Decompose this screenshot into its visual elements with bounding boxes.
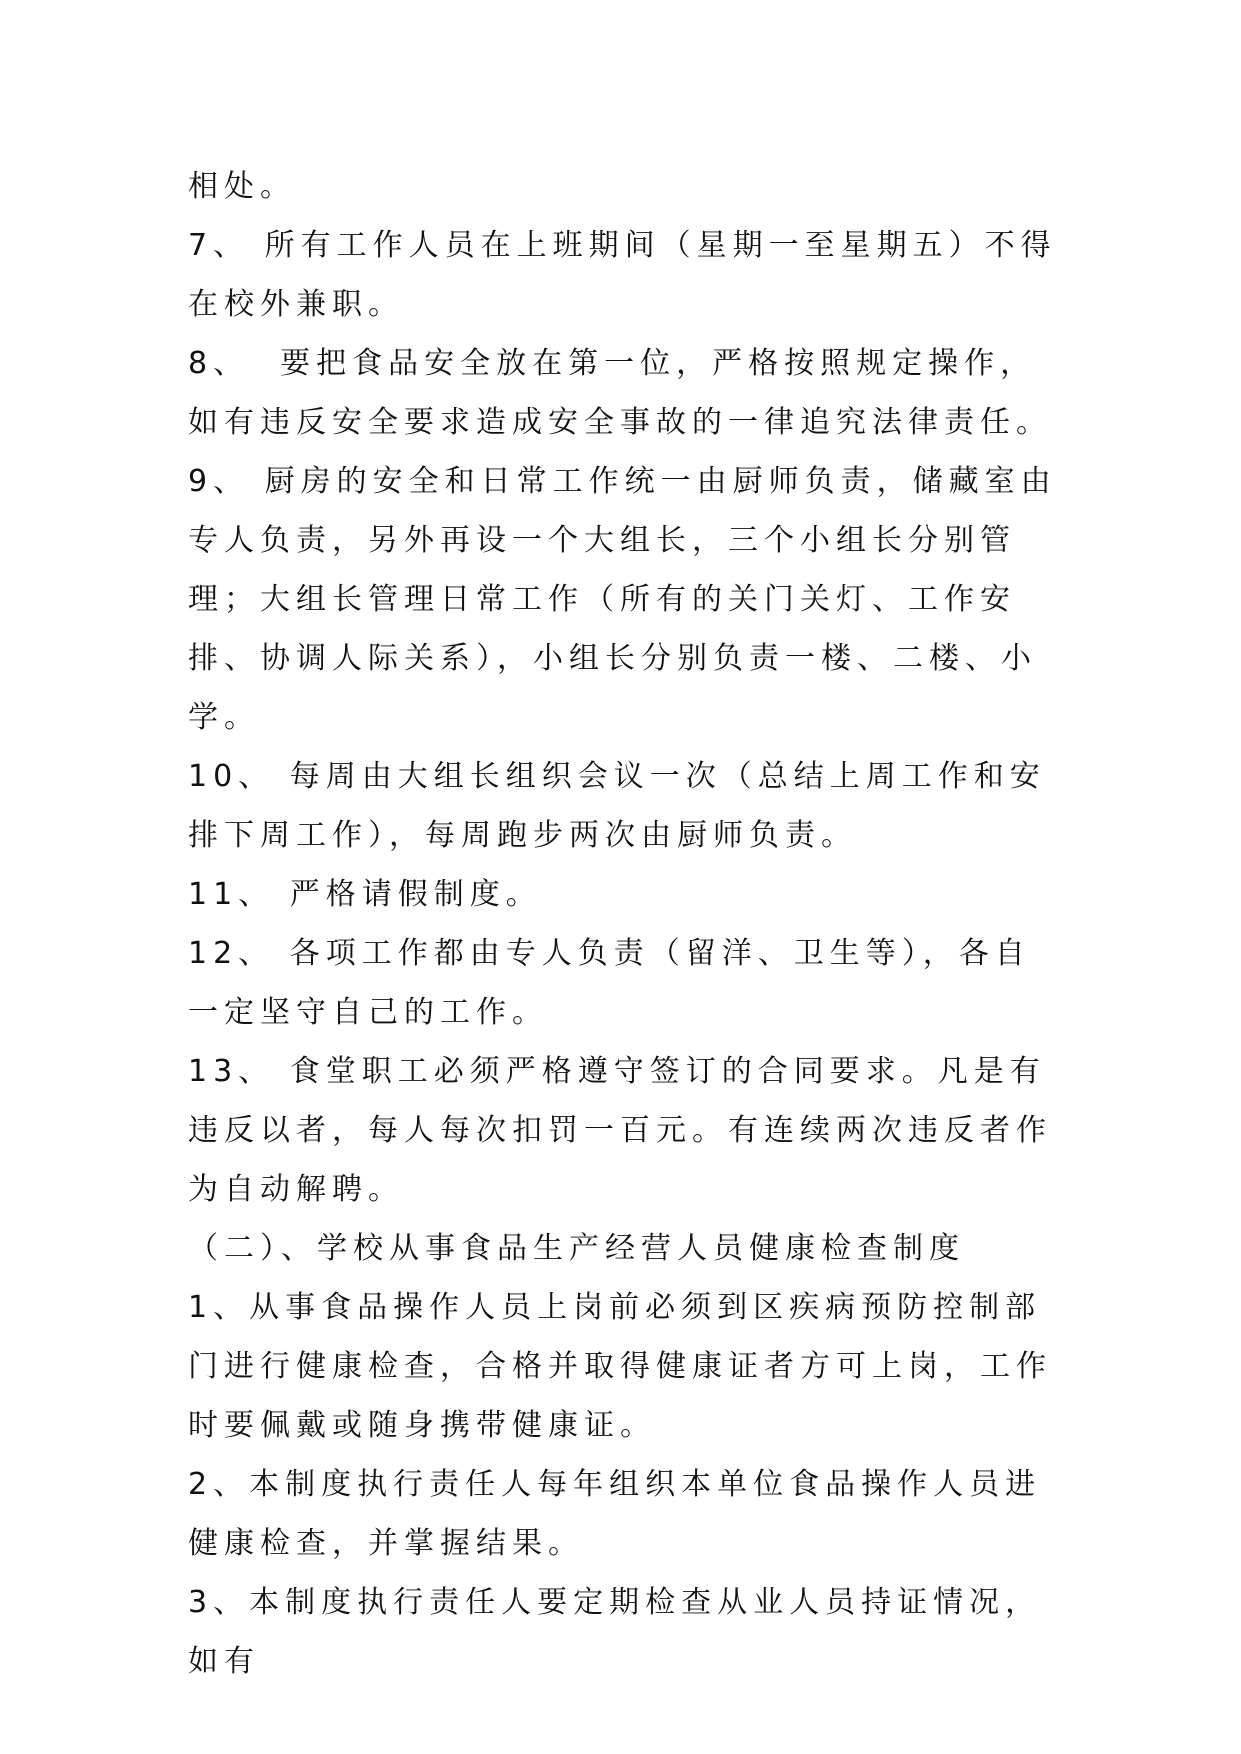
document-page (188, 157, 1058, 1691)
paragraph-health-2: 2、本制度执行责任人每年组织本单位食品操作人员进健康检查，并掌握结果。 (188, 1467, 1042, 1561)
section-heading: （二）、学校从事食品生产经营人员健康检查制度 (188, 1231, 965, 1266)
paragraph-item-7: 7、 所有工作人员在上班期间（星期一至星期五）不得在校外兼职。 (188, 228, 1057, 322)
paragraph-item-11: 11、 严格请假制度。 (188, 877, 542, 912)
paragraph-health-3: 3、本制度执行责任人要定期检查从业人员持证情况，如有 (188, 1585, 1042, 1679)
paragraph-item-12: 12、 各项工作都由专人负责（留洋、卫生等），各自一定坚守自己的工作。 (188, 936, 1031, 1030)
paragraph-health-1: 1、从事食品操作人员上岗前必须到区疾病预防控制部门进行健康检查，合格并取得健康证者方可上岗，工作时要佩戴或随身携带健康证。 (188, 1290, 1052, 1443)
paragraph-item-10: 10、 每周由大组长组织会议一次（总结上周工作和安排下周工作），每周跑步两次由厨师负责。 (188, 759, 1046, 853)
paragraph-continuation: 相处。 (188, 169, 296, 204)
paragraph-item-9: 9、 厨房的安全和日常工作统一由厨师负责，储藏室由专人负责，另外再设一个大组长，三个小组长分别管理；大组长管理日常工作（所有的关门关灯、工作安排、协调人际关系），小组长分别负责一楼、二楼、小学。 (188, 464, 1057, 735)
paragraph-item-13: 13、 食堂职工必须严格遵守签订的合同要求。凡是有违反以者，每人每次扣罚一百元。有连续两次违反者作为自动解聘。 (188, 1054, 1052, 1207)
paragraph-item-8: 8、 要把食品安全放在第一位，严格按照规定操作，如有违反安全要求造成安全事故的一律追究法律责任。 (188, 346, 1052, 440)
